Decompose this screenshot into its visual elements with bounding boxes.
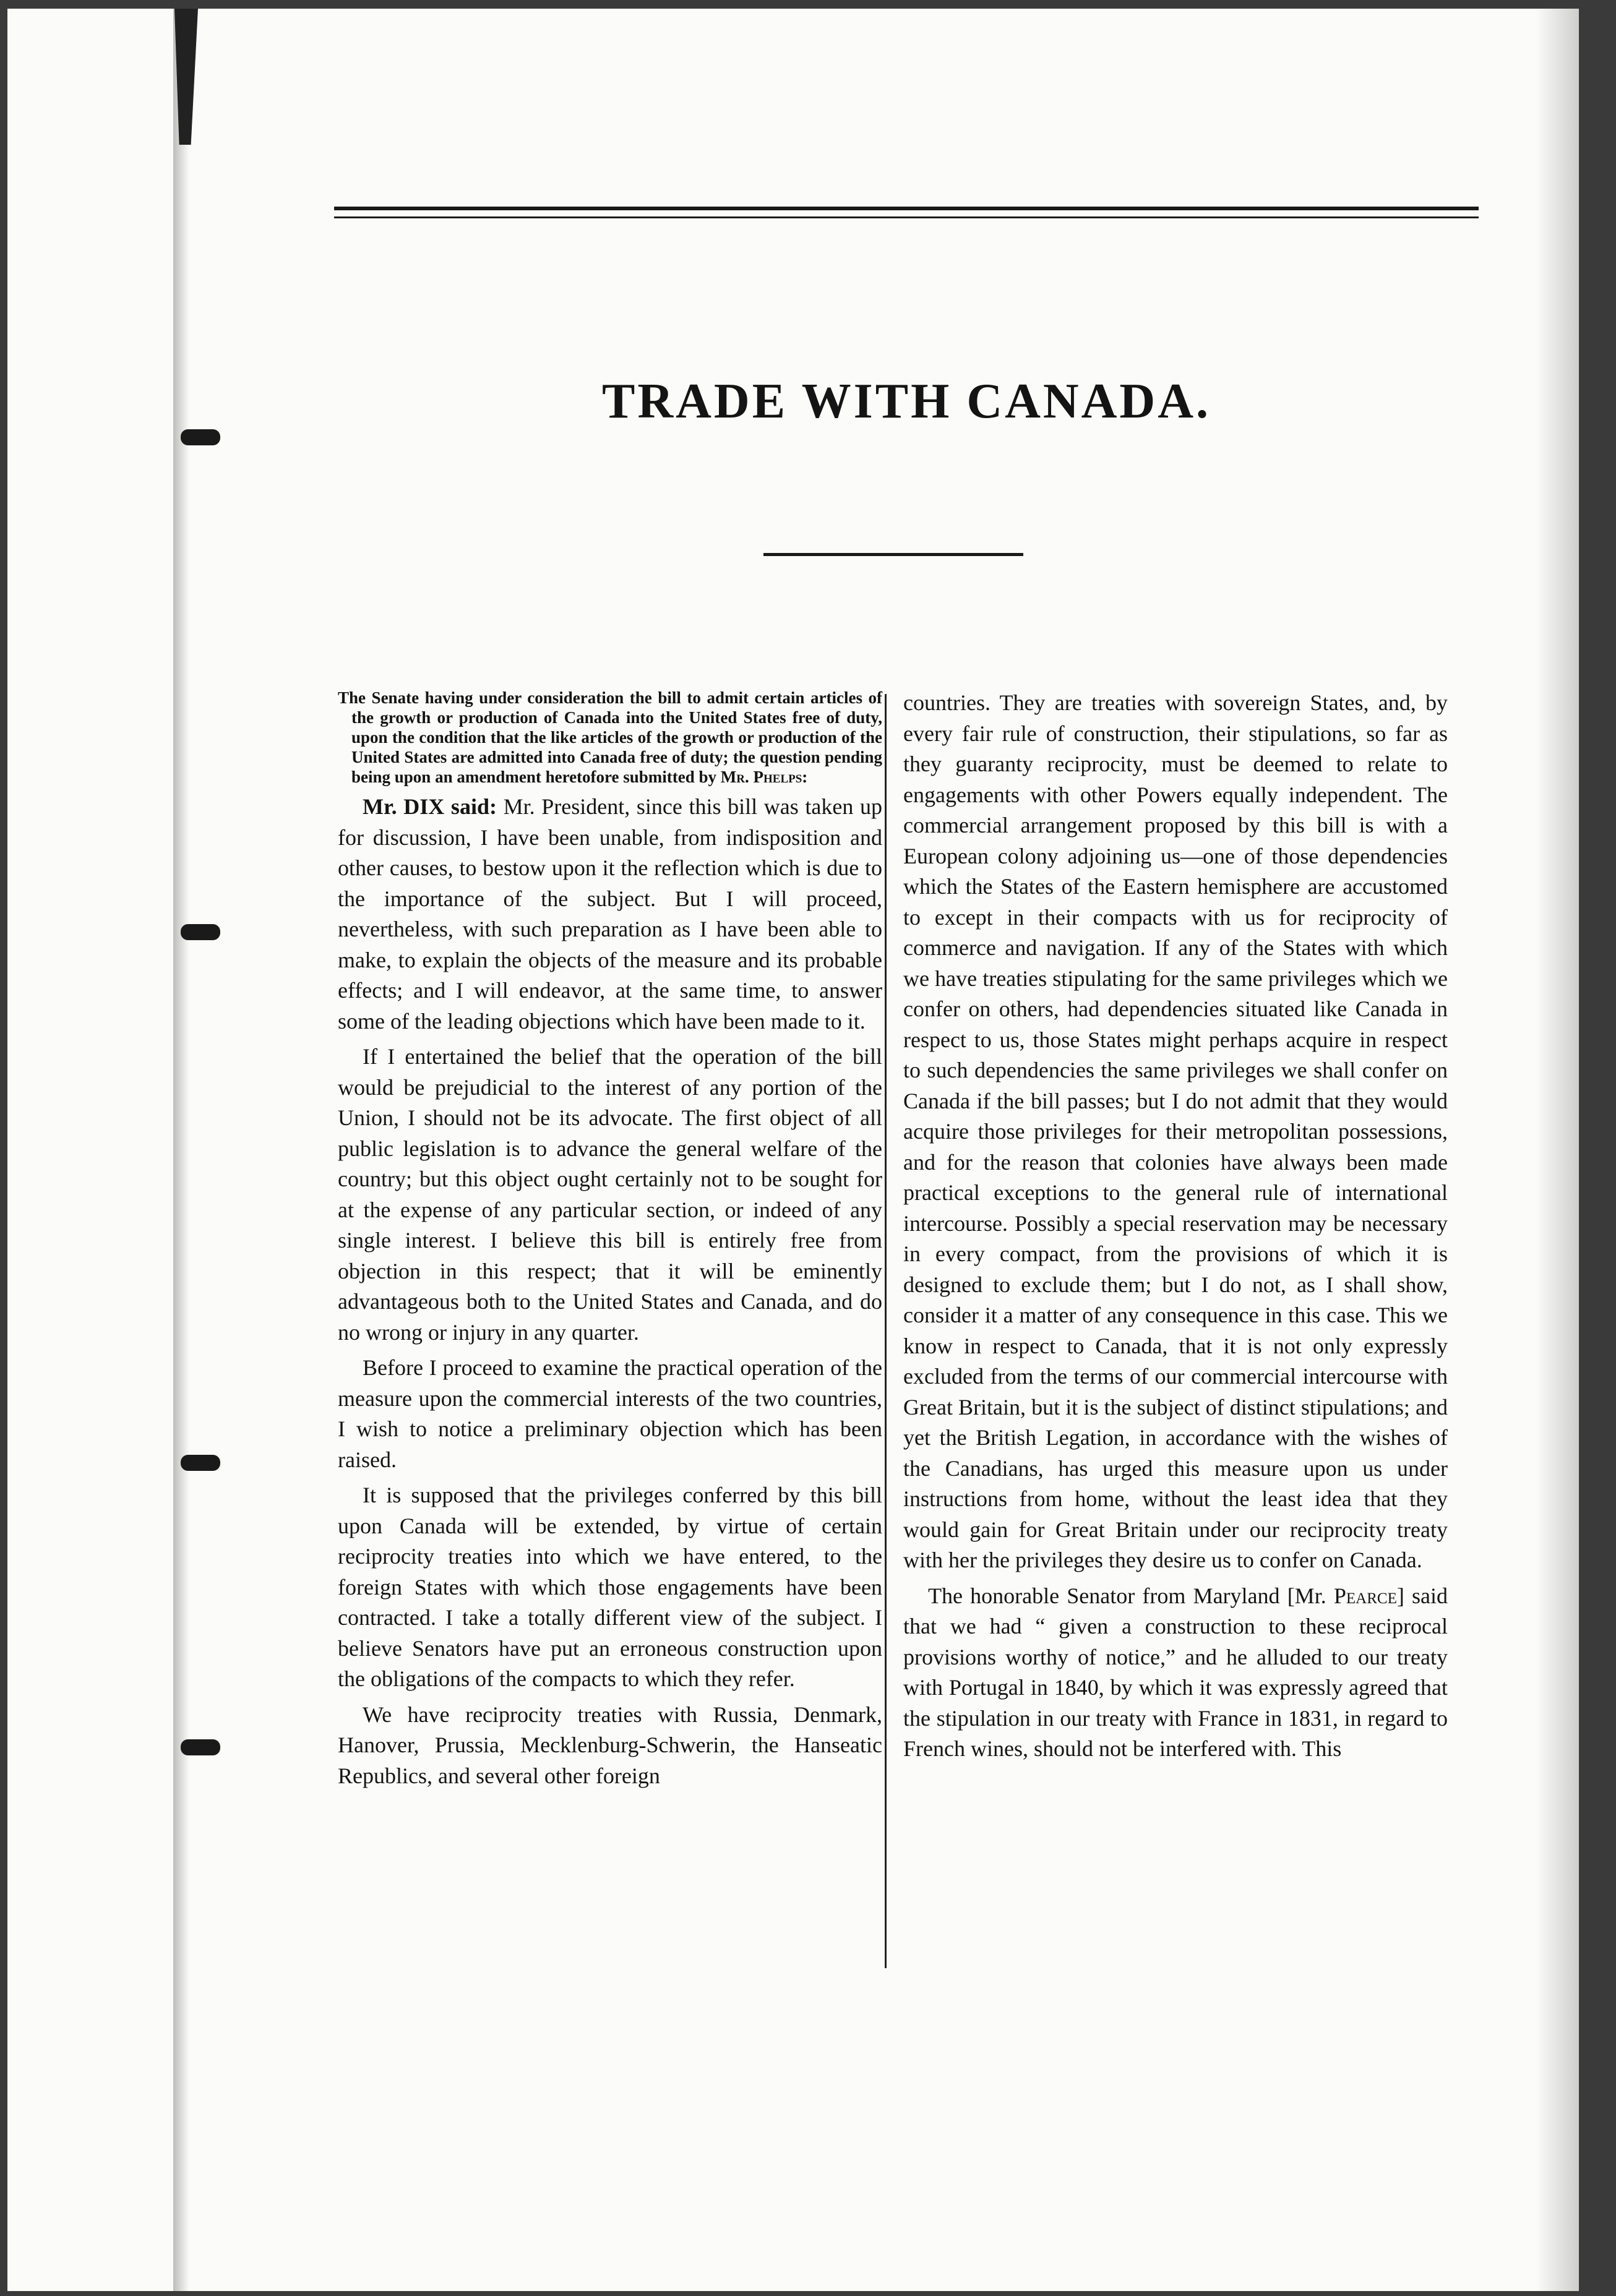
- left-column: [338, 688, 882, 1796]
- page-title: TRADE WITH CANADA.: [602, 374, 1211, 429]
- paragraph: We have reciprocity treaties with Russia, Denmark, Hanover, Prussia, Mecklenburg-Schwerin, the Hanseatic Republics, and several other foreign: [338, 1702, 882, 1788]
- paragraph: Before I proceed to examine the practical operation of the measure upon the commercial interests of the two countries, I wish to notice a preliminary objection which has been raised.: [338, 1355, 882, 1472]
- binding-hole: [181, 1739, 220, 1755]
- header-rule: [334, 216, 1479, 218]
- binding-hole: [181, 924, 220, 940]
- right-column: [903, 688, 1448, 1770]
- paragraph-text: ] said that we had “ given a construction to these reciprocal provisions worthy of notice,” and he alluded to our treaty with Portugal in 1840, by which it was expressly agreed that the stipulation in our treaty with France in 1831, in regard to French wines, should not be interfered with. This: [903, 1583, 1448, 1761]
- binding-hole: [181, 429, 220, 445]
- paragraph: countries. They are treaties with sovereign States, and, by every fair rule of construction, their stipulations, so far as they guaranty reciprocity, must be deemed to relate to engagements with other Powers equally independent. The commercial arrangement proposed by this bill is with a European colony adjoining us—one of those dependencies which the States of the Eastern hemisphere are accustomed to except in their compacts with us for reciprocity of commerce and navigation. If any of the States with which we have treaties stipulating for the same privileges which we confer on others, had dependencies situated like Canada in respect to us, those States might perhaps acquire in respect to such dependencies the same privileges we shall confer on Canada if the bill passes; but I do not admit that they would acquire those privileges for their metropolitan possessions, and for the reason that colonies have always been made practical exceptions to the general rule of international intercourse. Possibly a special reservation may be necessary in every compact, from the provisions of which it is designed to exclude them; but I do not, as I shall show, consider it a matter of any consequence in this case. This we know in respect to Canada, that it is not only expressly excluded from the terms of our commercial intercourse with Great Britain, but it is the subject of distinct stipulations; and yet the British Legation, in accordance with the wishes of the Canadians, has urged this measure upon us under instructions from home, without the least idea that they would gain for Great Britain under our reciprocity treaty with her the privileges they desire us to confer on Canada.: [903, 690, 1448, 1572]
- senator-name: Pearce: [1333, 1583, 1397, 1608]
- header-rule: [334, 207, 1479, 210]
- binding-hole: [181, 1455, 220, 1471]
- paragraph: [338, 792, 882, 1037]
- binding-shadow: [173, 9, 189, 2291]
- preface: [338, 688, 882, 787]
- paragraph-text: The honorable Senator from Maryland [Mr.: [928, 1583, 1334, 1608]
- page-edge-shadow: [1536, 9, 1579, 2291]
- document-page: [7, 9, 1579, 2291]
- speaker-name: Mr. DIX said:: [363, 794, 497, 819]
- paragraph: If I entertained the belief that the operation of the bill would be prejudicial to the interest of any portion of the Union, I should not be its advocate. The first object of all public legislation is to advance the general welfare of the country; but this object ought certainly not to be sought for at the expense of any particular section, or indeed of any single interest. I believe this bill is entirely free from objection in this respect; that it will be eminently advantageous both to the United States and Canada, and do no wrong or injury in any quarter.: [338, 1044, 882, 1345]
- paragraph-text: Mr. President, since this bill was taken up for discussion, I have been unable, from indisposition and other causes, to bestow upon it the reflection which is due to the importance of the subject. But I will proceed, nevertheless, with such preparation as I have been able to make, to explain the objects of the measure and its probable effects; and I will endeavor, at the same time, to answer some of the leading objections which have been made to it.: [338, 794, 882, 1034]
- paragraph: It is supposed that the privileges conferred by this bill upon Canada will be extended, by virtue of certain reciprocity treaties into which we have entered, to the foreign States with which those engagements have been contracted. I take a totally different view of the subject. I believe Senators have put an erroneous construction upon the obligations of the compacts to which they refer.: [338, 1483, 882, 1691]
- preface-text: The Senate having under consideration the bill to admit certain articles of the growth or production of Canada into the United States free of duty, upon the condition that the like articles of the growth or production of the United States are admitted into Canada free of duty; the question pending being upon an amendment heretofore submitted by: [338, 688, 882, 786]
- paragraph: [903, 1581, 1448, 1765]
- column-divider: [885, 694, 887, 1968]
- preface-sponsor: Mr. Phelps:: [720, 768, 808, 786]
- title-rule: [763, 553, 1023, 556]
